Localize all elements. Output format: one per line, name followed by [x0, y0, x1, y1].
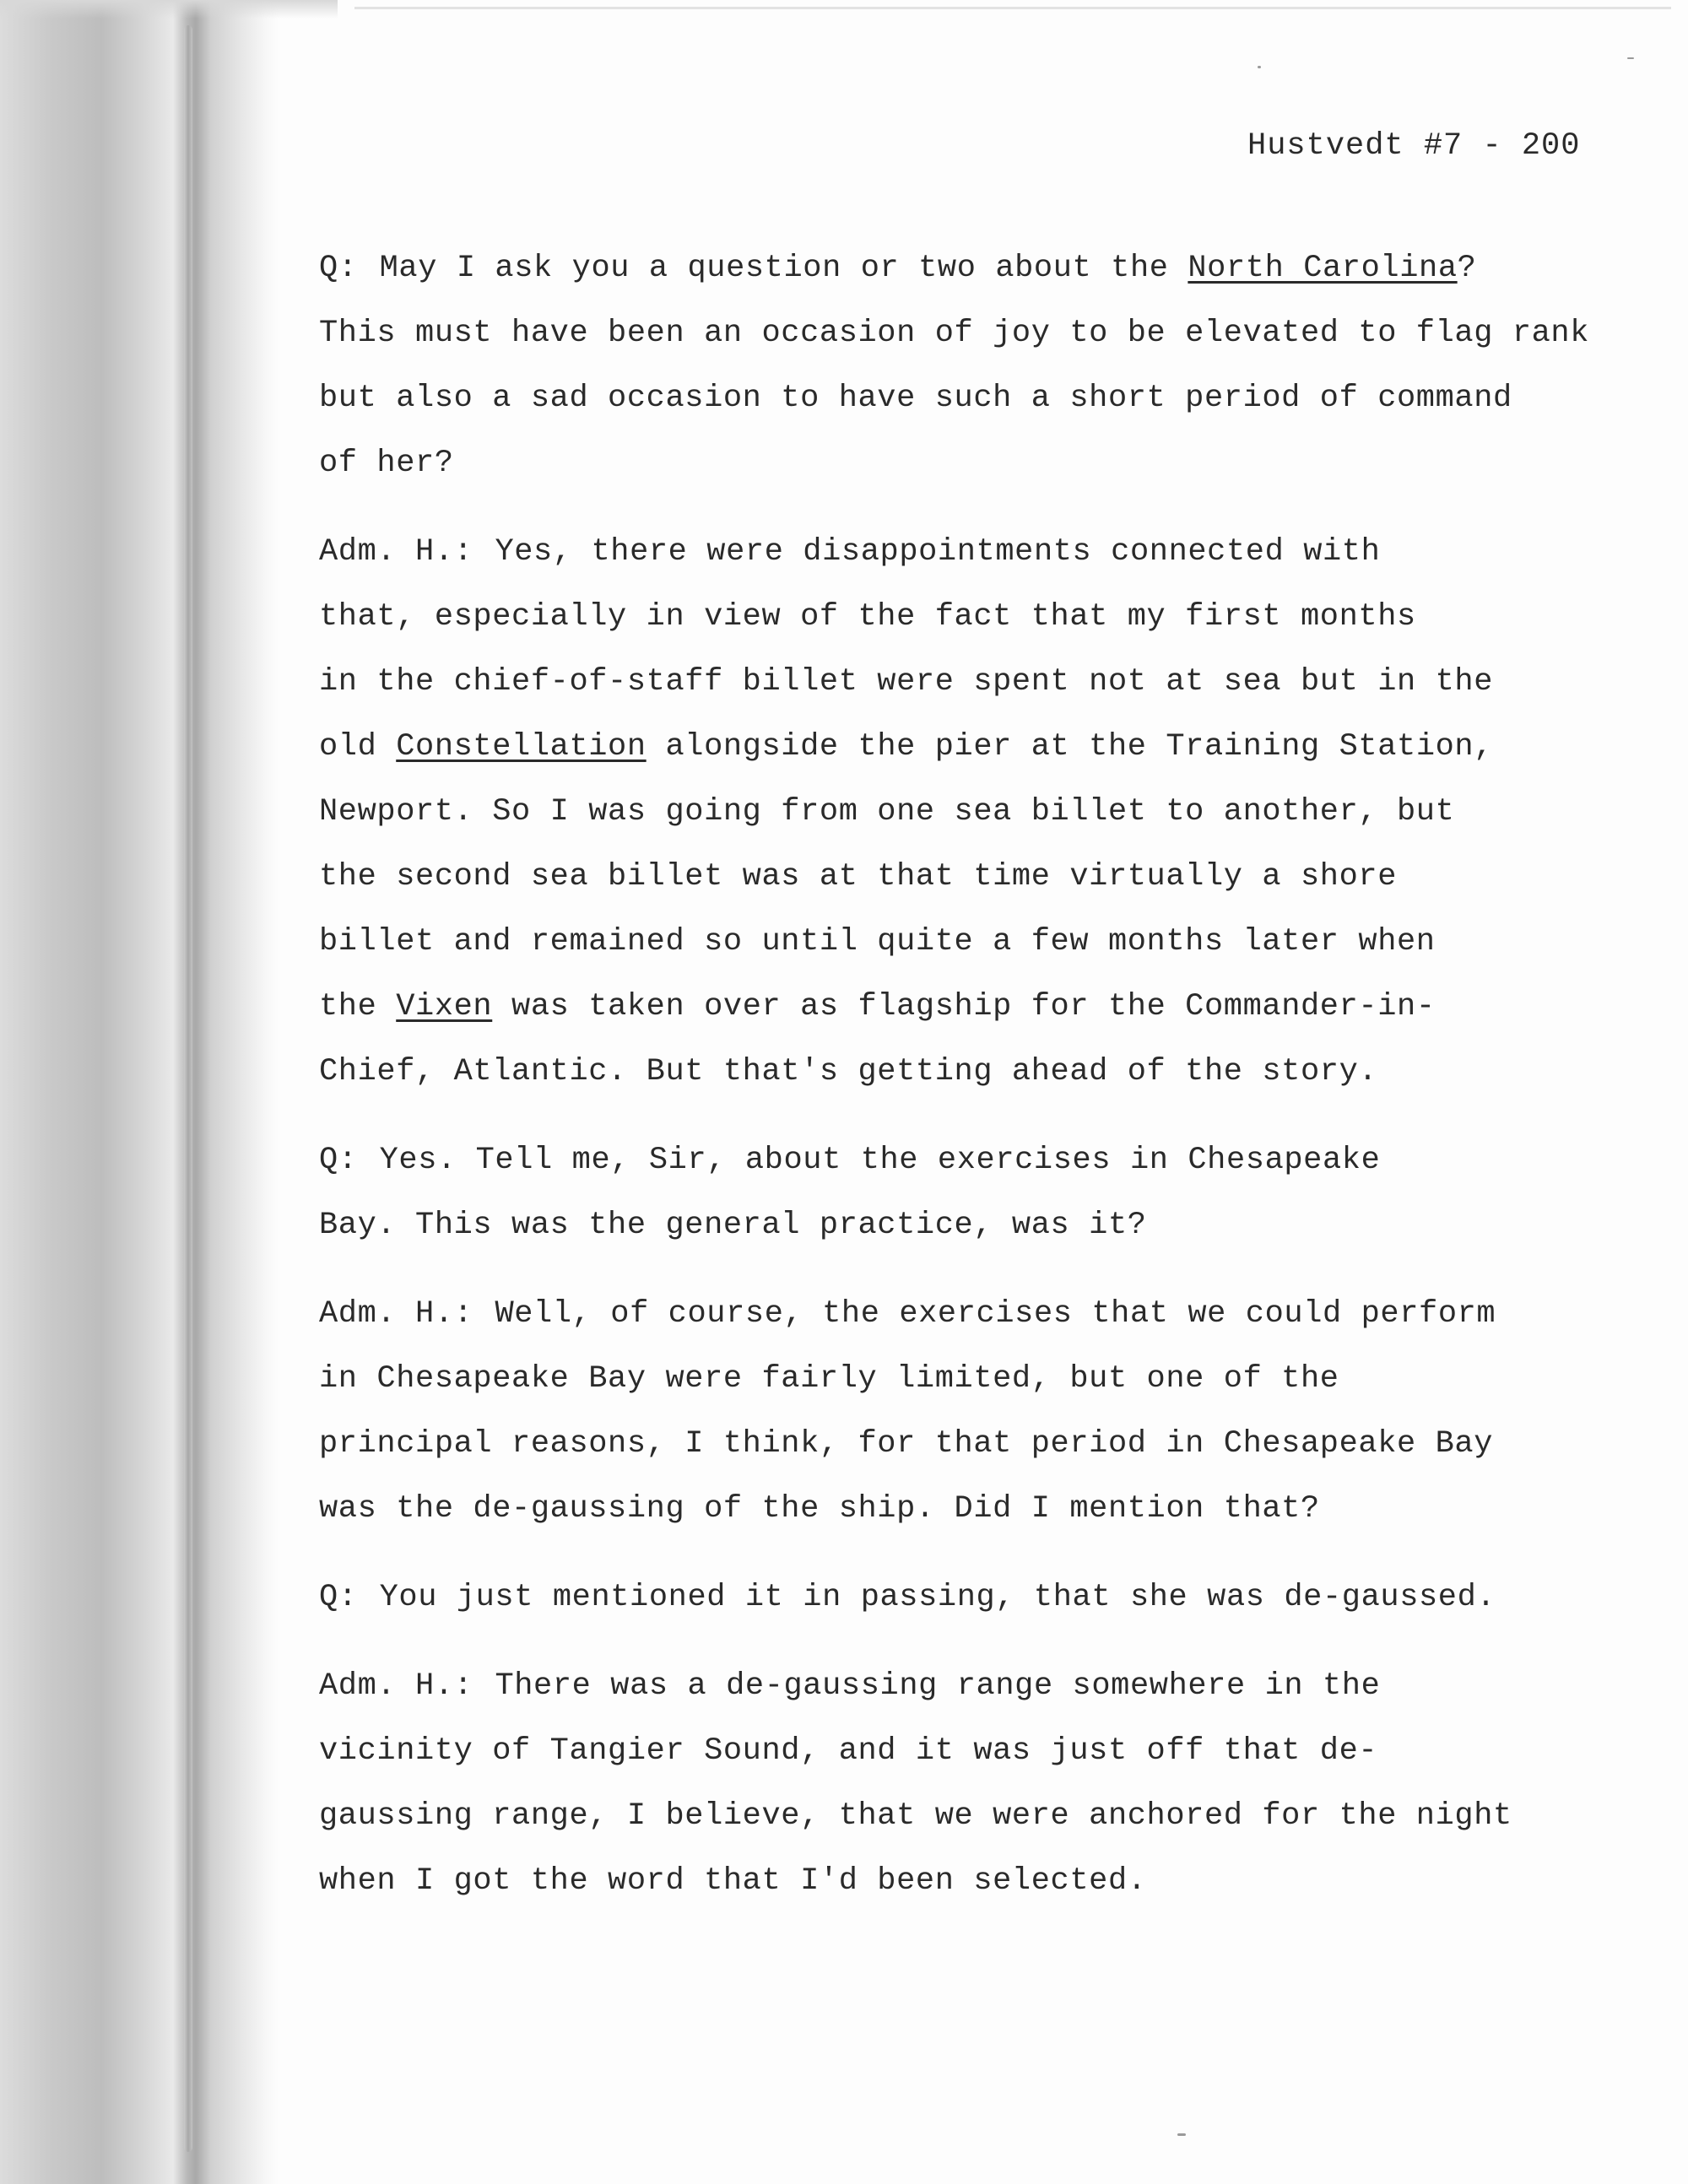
- top-edge-line: [354, 7, 1671, 9]
- line-text: ?: [1457, 251, 1477, 286]
- ship-name: Constellation: [396, 729, 647, 765]
- transcript-line: [319, 1128, 1653, 1193]
- speaker-label: Q:: [319, 1580, 358, 1615]
- transcript-line: gaussing range, I believe, that we were anchored for the night: [319, 1798, 1512, 1834]
- transcript-line: when I got the word that I'd been selected.: [319, 1863, 1147, 1899]
- speaker-label: Adm. H.:: [319, 534, 473, 570]
- transcript-line: the second sea billet was at that time virtually a shore: [319, 859, 1398, 895]
- transcript-line: of her?: [319, 446, 454, 481]
- scan-speck: [1177, 2133, 1186, 2136]
- ship-name: North Carolina: [1188, 251, 1458, 286]
- transcript-line: was the de-gaussing of the ship. Did I mention that?: [319, 1491, 1320, 1527]
- speaker-label: Q:: [319, 251, 358, 286]
- transcript-line: [319, 975, 1653, 1040]
- transcript-line: [319, 715, 1653, 780]
- page-number-header: Hustvedt #7 - 200: [1247, 128, 1581, 164]
- transcript-question: [319, 1565, 1653, 1630]
- transcript-line: in Chesapeake Bay were fairly limited, but one of the: [319, 1361, 1339, 1397]
- line-text: There was a de-gaussing range somewhere in the: [495, 1668, 1381, 1704]
- transcript-line: This must have been an occasion of joy to be elevated to flag rank: [319, 316, 1590, 351]
- speaker-label: Adm. H.:: [319, 1296, 473, 1332]
- transcript-line: billet and remained so until quite a few months later when: [319, 924, 1436, 960]
- transcript-line: that, especially in view of the fact that my first months: [319, 599, 1416, 635]
- transcript-line: Newport. So I was going from one sea billet to another, but: [319, 794, 1455, 830]
- line-text: Yes, there were disappointments connected with: [495, 534, 1381, 570]
- transcript-line: [319, 520, 1653, 585]
- transcript-line: vicinity of Tangier Sound, and it was just off that de-: [319, 1733, 1378, 1769]
- speaker-label: Adm. H.:: [319, 1668, 473, 1704]
- binding-fold: [184, 25, 192, 2152]
- binding-gutter-shadow: [0, 0, 279, 2184]
- transcript-line: principal reasons, I think, for that period in Chesapeake Bay: [319, 1426, 1494, 1462]
- transcript-line: Bay. This was the general practice, was it?: [319, 1208, 1147, 1243]
- transcript-answer: [319, 520, 1653, 1105]
- transcript-body: [319, 236, 1653, 1938]
- line-text: You just mentioned it in passing, that she was de-gaussed.: [379, 1580, 1496, 1615]
- transcript-line: [319, 236, 1653, 301]
- line-text: Yes. Tell me, Sir, about the exercises in Chesapeake: [379, 1143, 1381, 1178]
- transcript-line: [319, 1282, 1653, 1347]
- transcript-question: [319, 1128, 1653, 1258]
- transcript-line: but also a sad occasion to have such a short period of command: [319, 381, 1512, 416]
- scan-speck: [1258, 66, 1261, 68]
- line-text: was taken over as flagship for the Commander-in-: [492, 989, 1436, 1024]
- transcript-question: [319, 236, 1653, 496]
- line-text: May I ask you a question or two about the: [379, 251, 1188, 286]
- line-text: the: [319, 989, 397, 1024]
- line-text: old: [319, 729, 397, 765]
- line-text: Well, of course, the exercises that we could perform: [495, 1296, 1496, 1332]
- transcript-answer: [319, 1282, 1653, 1542]
- scan-speck: [1627, 57, 1634, 59]
- top-edge-shadow: [0, 0, 338, 19]
- ship-name: Vixen: [396, 989, 493, 1024]
- transcript-line: [319, 1654, 1653, 1719]
- line-text: alongside the pier at the Training Station,: [646, 729, 1494, 765]
- transcript-line: in the chief-of-staff billet were spent not at sea but in the: [319, 664, 1494, 700]
- transcript-line: [319, 1565, 1653, 1630]
- transcript-answer: [319, 1654, 1653, 1914]
- transcript-line: Chief, Atlantic. But that's getting ahead of the story.: [319, 1054, 1378, 1089]
- speaker-label: Q:: [319, 1143, 358, 1178]
